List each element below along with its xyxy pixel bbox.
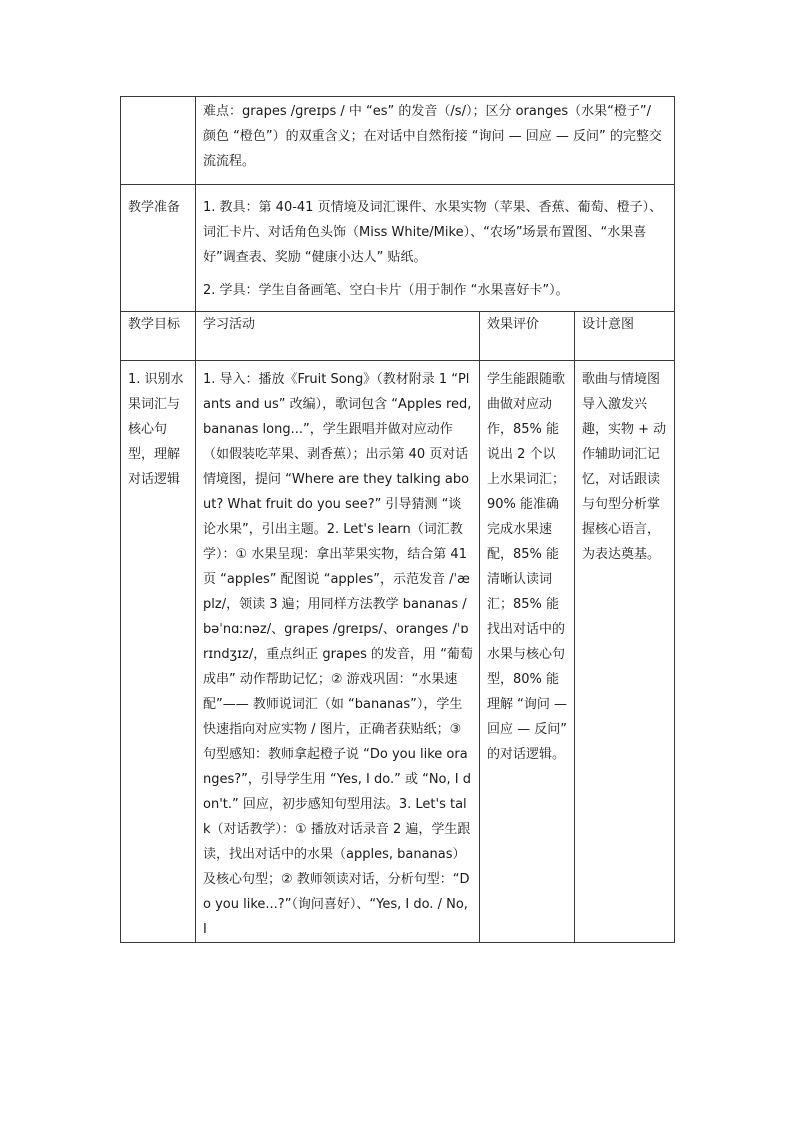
difficulty-label-cell [121, 97, 196, 185]
header-evaluation-text: 效果评价 [487, 317, 540, 332]
preparation-teaching-aids: 1. 教具：第 40-41 页情境及词汇课件、水果实物（苹果、香蕉、葡萄、橙子）、词汇卡片、对话角色头饰（Miss White/Mike）、“农场”场景布置图、“水果喜好”调查表、奖励 “健康小达人” 贴纸。 [203, 200, 663, 265]
lesson-plan-table [120, 96, 675, 943]
preparation-label: 教学准备 [128, 200, 181, 215]
activity-cell [196, 361, 480, 943]
header-activity-text: 学习活动 [203, 317, 256, 332]
header-intent [575, 312, 675, 361]
header-goal [121, 312, 196, 361]
preparation-row [121, 185, 675, 312]
preparation-learning-aids: 2. 学具：学生自备画笔、空白卡片（用于制作 “水果喜好卡”）。 [203, 283, 569, 298]
header-activity [196, 312, 480, 361]
evaluation-text: 学生能跟随歌曲做对应动作，85% 能说出 2 个以上水果词汇；90% 能准确完成水果速配，85% 能清晰认读词汇；85% 能找出对话中的水果与核心句型，80% 能理解 “询问 — 回应 — 反问” 的对话逻辑。 [487, 372, 567, 762]
evaluation-cell [480, 361, 575, 943]
preparation-label-cell [121, 185, 196, 312]
activity-text: 1. 导入：播放《Fruit Song》（教材附录 1 “Plants and us” 改编），歌词包含 “Apples red, bananas long...”，学生跟唱并做对应动作（如假装吃苹果、剥香蕉）；出示第 40 页对话情境图，提问 “Where are they talking about? What fruit do you see?” 引导猜测 “谈论水果”，引出主题。2. Let's learn（词汇教学）：① 水果呈现：拿出苹果实物，结合第 41 页 “apples” 配图说 “apples”，示范发音 /ˈæplz/，领读 3 遍；用同样方法教学 bananas /bəˈnɑːnəz/、grapes /ɡreɪps/、oranges /ˈɒrɪndʒɪz/，重点纠正 grapes 的发音，用 “葡萄成串” 动作帮助记忆；② 游戏巩固：“水果速配”—— 教师说词汇（如 “bananas”），学生快速指向对应实物 / 图片，正确者获贴纸；③ 句型感知：教师拿起橙子说 “Do you like oranges?”，引导学生用 “Yes, I do.” 或 “No, I don't.” 回应，初步感知句型用法。3. Let's talk（对话教学）：① 播放对话录音 2 遍，学生跟读，找出对话中的水果（apples, bananas）及核心句型；② 教师领读对话，分析句型：“Do you like...?”（询问喜好）、“Yes, I do. / No, I [203, 372, 473, 937]
header-goal-text: 教学目标 [128, 317, 181, 332]
difficulty-cell [196, 97, 675, 185]
difficulty-row [121, 97, 675, 185]
header-row [121, 312, 675, 361]
intent-text: 歌曲与情境图导入激发兴趣，实物 + 动作辅助词汇记忆，对话跟读与句型分析掌握核心语言，为表达奠基。 [582, 372, 667, 562]
preparation-cell [196, 185, 675, 312]
intent-cell [575, 361, 675, 943]
header-intent-text: 设计意图 [582, 317, 635, 332]
goal-cell [121, 361, 196, 943]
difficulty-text: 难点：grapes /ɡreɪps / 中 “es” 的发音（/s/）；区分 oranges（水果“橙子”/ 颜色 “橙色”）的双重含义；在对话中自然衔接 “询问 — 回应 — 反问” 的完整交流流程。 [203, 104, 662, 169]
goal-row [121, 361, 675, 943]
goal-text: 1. 识别水果词汇与核心句型，理解对话逻辑 [128, 372, 184, 487]
header-evaluation [480, 312, 575, 361]
